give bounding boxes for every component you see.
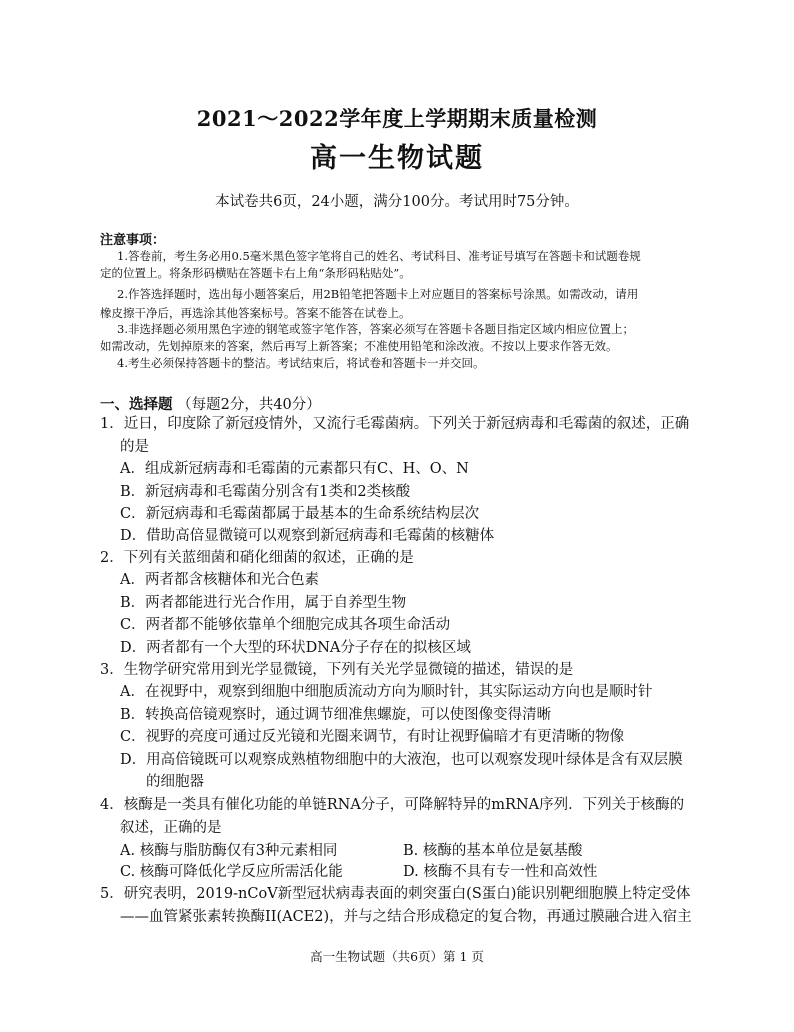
question-option: B．两者都能进行光合作用，属于自养型生物 (120, 595, 407, 611)
notice-line: 定的位置上。将条形码横贴在答题卡右上角“条形码粘贴处”。 (100, 266, 411, 280)
question-option: C．视野的亮度可通过反光镜和光圈来调节，有时让视野偏暗才有更清晰的物像 (120, 729, 625, 745)
question-line: 2．下列有关蓝细菌和硝化细菌的叙述，正确的是 (100, 550, 414, 566)
section-note: （每题2分，共40分） (177, 397, 321, 413)
question-line: 的是 (120, 439, 149, 455)
question-option: D．借助高倍显微镜可以观察到新冠病毒和毛霉菌的核糖体 (120, 528, 495, 544)
question-option: A．组成新冠病毒和毛霉菌的元素都只有C、H、O、N (120, 461, 469, 477)
notice-line: 橡皮擦干净后，再选涂其他答案标号。答案不能答在试卷上。 (100, 306, 411, 320)
exam-info: 本试卷共6页，24小题，满分100分。考试用时75分钟。 (215, 194, 579, 210)
notice-line: 4.考生必须保持答题卡的整洁。考试结束后，将试卷和答题卡一并交回。 (117, 356, 485, 370)
notice-line: 如需改动，先划掉原来的答案，然后再写上新答案；不准使用铅笔和涂改液。不按以上要求作答无效。 (100, 339, 618, 353)
question-line: 叙述，正确的是 (120, 820, 222, 836)
question-option: B．转换高倍镜观察时，通过调节细准焦螺旋，可以使图像变得清晰 (120, 707, 552, 723)
exam-title: 2021～2022学年度上学期期末质量检测 (196, 106, 598, 131)
question-option: C．新冠病毒和毛霉菌都属于最基本的生命系统结构层次 (120, 506, 480, 522)
section-title: 一、选择题 (100, 396, 173, 413)
question-option: C．两者都不能够依靠单个细胞完成其各项生命活动 (120, 617, 451, 633)
question-option: A．在视野中，观察到细胞中细胞质流动方向为顺时针，其实际运动方向也是顺时针 (120, 684, 653, 700)
question-option: D．用高倍镜既可以观察成熟植物细胞中的大液泡，也可以观察发现叶绿体是含有双层膜 (120, 752, 683, 768)
section-heading (100, 393, 321, 414)
notice-line: 3.非选择题必须用黑色字迹的钢笔或签字笔作答，答案必须写在答题卡各题目指定区域内相应位置上； (117, 322, 634, 336)
question-line: ——血管紧张素转换酶II(ACE2)，并与之结合形成稳定的复合物，再通过膜融合进入宿主 (120, 909, 692, 925)
question-option: B．新冠病毒和毛霉菌分别含有1类和2类核酸 (120, 484, 411, 500)
question-line: 4．核酶是一类具有催化功能的单链RNA分子，可降解特异的mRNA序列．下列关于核酶的 (100, 797, 685, 813)
q4-option-c: C. 核酶可降低化学反应所需活化能 (120, 864, 343, 880)
question-option: 的细胞器 (146, 774, 204, 790)
question-line: 3．生物学研究常用到光学显微镜，下列有关光学显微镜的描述，错误的是 (100, 662, 574, 678)
q4-option-a: A. 核酶与脂肪酶仅有3种元素相同 (120, 843, 338, 859)
question-line: 5．研究表明，2019-nCoV新型冠状病毒表面的刺突蛋白(S蛋白)能识别靶细胞膜上特定受体 (100, 886, 691, 902)
question-option: A．两者都含核糖体和光合色素 (120, 572, 319, 588)
notice-heading: 注意事项： (100, 233, 166, 248)
question-option: D．两者都有一个大型的环状DNA分子存在的拟核区域 (120, 640, 471, 656)
q4-option-d: D. 核酶不具有专一性和高效性 (403, 864, 598, 880)
notice-line: 1.答卷前，考生务必用0.5毫米黑色签字笔将自己的姓名、考试科目、准考证号填写在答题卡和试题卷规 (117, 249, 641, 263)
q4-option-b: B. 核酶的基本单位是氨基酸 (403, 843, 583, 859)
notice-line: 2.作答选择题时，选出每小题答案后，用2B铅笔把答题卡上对应题目的答案标号涂黑。如需改动，请用 (117, 287, 639, 301)
question-line: 1．近日，印度除了新冠疫情外，又流行毛霉菌病。下列关于新冠病毒和毛霉菌的叙述，正确 (100, 416, 690, 432)
page-footer: 高一生物试题（共6页）第 1 页 (310, 949, 484, 964)
subject-title: 高一生物试题 (310, 143, 484, 174)
